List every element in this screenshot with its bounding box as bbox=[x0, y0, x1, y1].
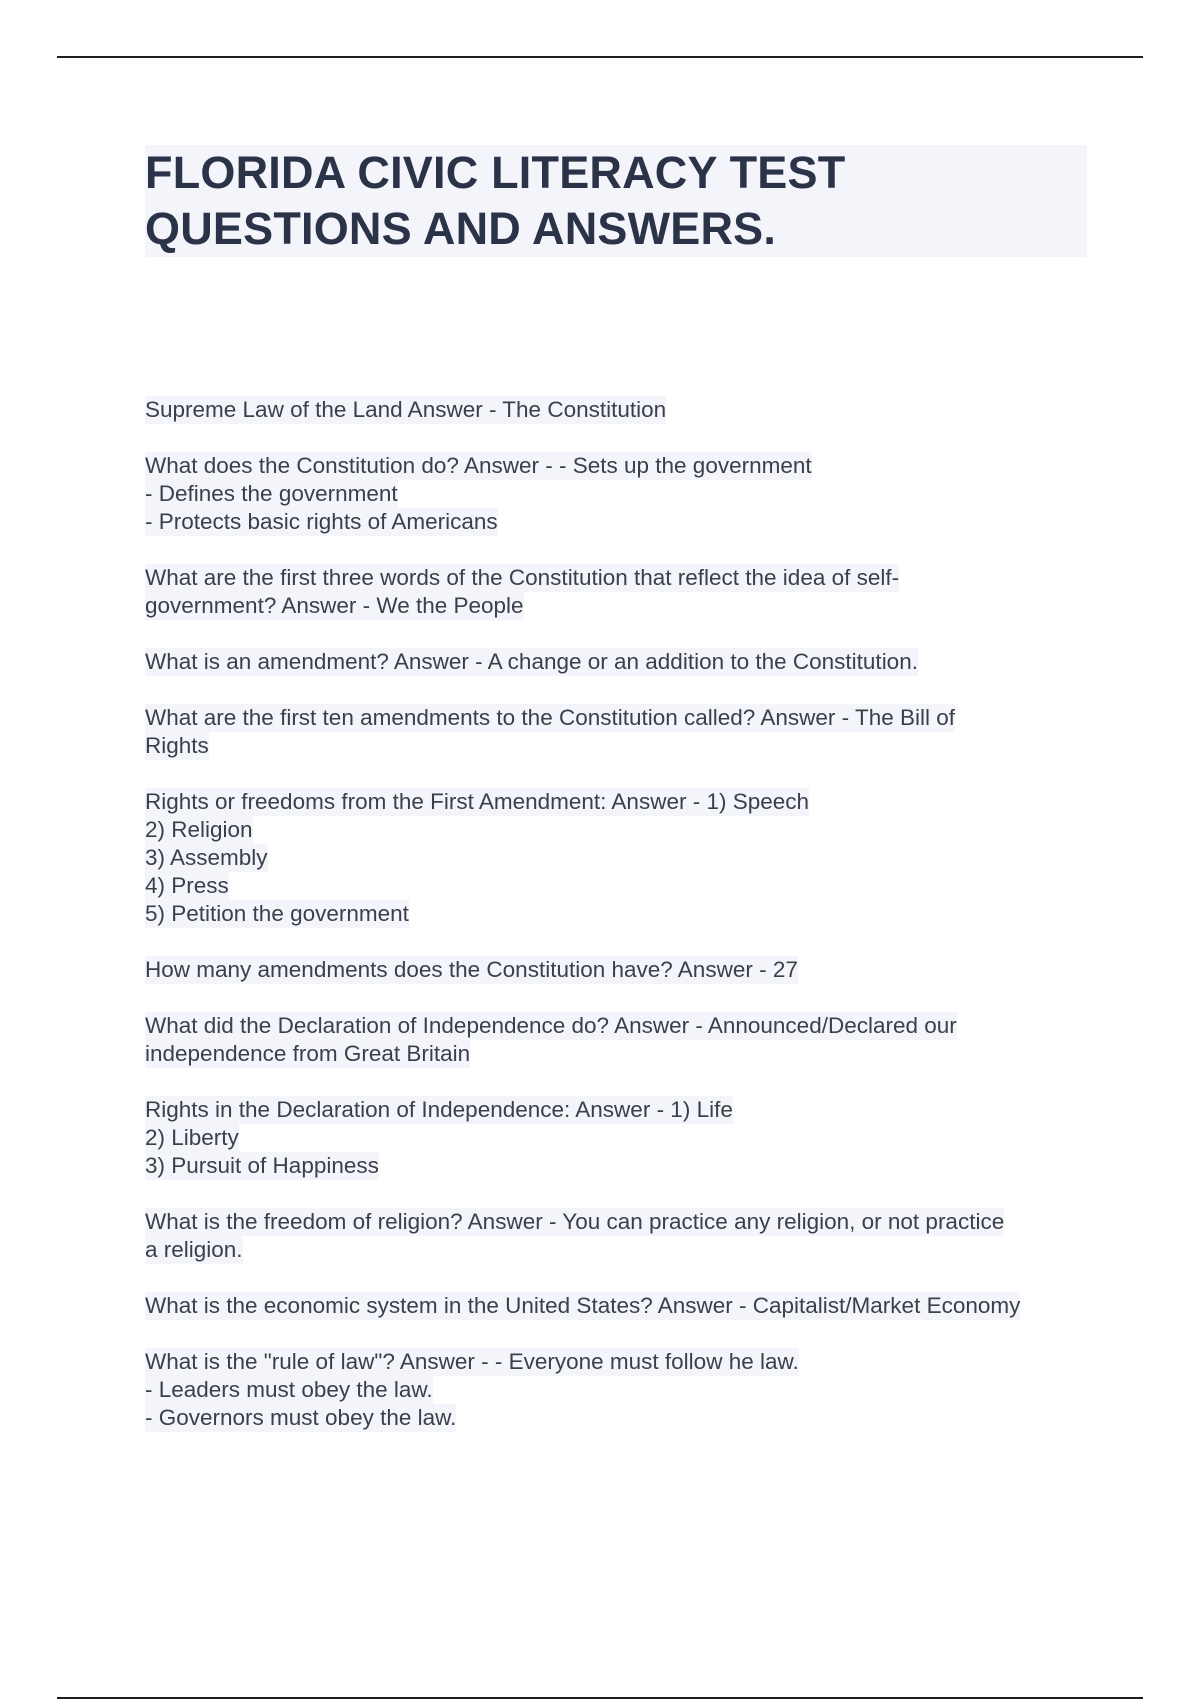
qa-line: What is the "rule of law"? Answer - - Everyone must follow he law. bbox=[145, 1349, 799, 1374]
qa-line: 3) Pursuit of Happiness bbox=[145, 1153, 379, 1178]
qa-line: What is an amendment? Answer - A change or an addition to the Constitution. bbox=[145, 649, 918, 674]
qa-line: a religion. bbox=[145, 1237, 243, 1262]
qa-line: Rights bbox=[145, 733, 209, 758]
qa-line: What is the economic system in the United States? Answer - Capitalist/Market Economy bbox=[145, 1293, 1021, 1318]
qa-entry bbox=[145, 1012, 1105, 1068]
qa-entry bbox=[145, 648, 1105, 676]
qa-line: - Leaders must obey the law. bbox=[145, 1377, 433, 1402]
qa-line: 5) Petition the government bbox=[145, 901, 409, 926]
title-line: QUESTIONS AND ANSWERS. bbox=[145, 203, 777, 254]
qa-entry bbox=[145, 1096, 1105, 1180]
qa-line: What did the Declaration of Independence do? Answer - Announced/Declared our bbox=[145, 1013, 957, 1038]
page-title bbox=[145, 145, 1087, 257]
qa-entry bbox=[145, 1348, 1105, 1432]
qa-line: 2) Religion bbox=[145, 817, 253, 842]
qa-line: - Defines the government bbox=[145, 481, 398, 506]
qa-line: 3) Assembly bbox=[145, 845, 268, 870]
title-block bbox=[145, 145, 1087, 257]
qa-entry bbox=[145, 1292, 1105, 1320]
title-line: FLORIDA CIVIC LITERACY TEST bbox=[145, 147, 846, 198]
qa-line: 2) Liberty bbox=[145, 1125, 239, 1150]
qa-entry bbox=[145, 396, 1105, 424]
qa-list bbox=[145, 396, 1105, 1460]
qa-line: government? Answer - We the People bbox=[145, 593, 524, 618]
qa-line: - Protects basic rights of Americans bbox=[145, 509, 498, 534]
qa-line: Rights in the Declaration of Independence: Answer - 1) Life bbox=[145, 1097, 733, 1122]
qa-entry bbox=[145, 788, 1105, 928]
qa-entry bbox=[145, 956, 1105, 984]
qa-line: Rights or freedoms from the First Amendment: Answer - 1) Speech bbox=[145, 789, 810, 814]
qa-entry bbox=[145, 704, 1105, 760]
qa-line: How many amendments does the Constitution have? Answer - 27 bbox=[145, 957, 798, 982]
qa-line: 4) Press bbox=[145, 873, 229, 898]
qa-line: What are the first three words of the Constitution that reflect the idea of self- bbox=[145, 565, 900, 590]
bottom-divider bbox=[57, 1697, 1143, 1699]
qa-line: What is the freedom of religion? Answer - You can practice any religion, or not practice bbox=[145, 1209, 1005, 1234]
qa-line: Supreme Law of the Land Answer - The Constitution bbox=[145, 397, 667, 422]
qa-line: What are the first ten amendments to the Constitution called? Answer - The Bill of bbox=[145, 705, 955, 730]
qa-entry bbox=[145, 452, 1105, 536]
qa-entry bbox=[145, 1208, 1105, 1264]
qa-entry bbox=[145, 564, 1105, 620]
qa-line: What does the Constitution do? Answer - - Sets up the government bbox=[145, 453, 812, 478]
qa-line: independence from Great Britain bbox=[145, 1041, 471, 1066]
qa-line: - Governors must obey the law. bbox=[145, 1405, 457, 1430]
top-divider bbox=[57, 56, 1143, 58]
